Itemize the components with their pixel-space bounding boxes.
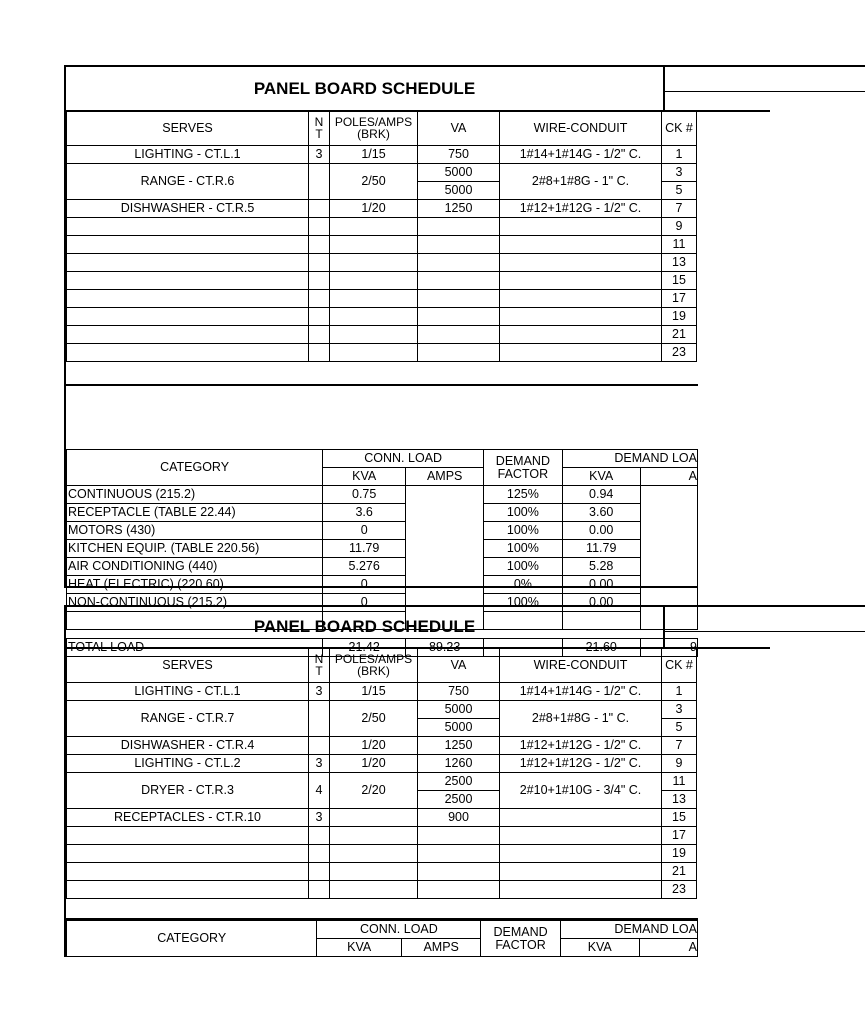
empty-cell <box>418 863 500 881</box>
circuit-ck: 5 <box>662 182 697 200</box>
circuit-nt <box>309 164 330 200</box>
circuit-ck: 9 <box>662 755 697 773</box>
total-amps: 89.23 <box>406 639 484 657</box>
circuit-va: 2500 <box>418 791 500 809</box>
load-kva: 5.276 <box>323 558 406 576</box>
load-kva: 3.6 <box>323 504 406 522</box>
empty-cell <box>330 863 418 881</box>
empty-cell <box>330 218 418 236</box>
circuit-poles <box>330 809 418 827</box>
total-kva: 21.42 <box>323 639 406 657</box>
circuit-ck: 1 <box>662 683 697 701</box>
header-category: CATEGORY <box>67 921 317 957</box>
empty-cell <box>67 254 309 272</box>
circuit-wire: 2#8+1#8G - 1" C. <box>500 701 662 737</box>
circuit-serves: LIGHTING - CT.L.2 <box>67 755 309 773</box>
panel-title: PANEL BOARD SCHEDULE <box>253 617 476 636</box>
circuit-serves: RANGE - CT.R.7 <box>67 701 309 737</box>
empty-cell <box>418 290 500 308</box>
circuit-ck: 11 <box>662 236 697 254</box>
load-demand-kva: 3.60 <box>562 504 640 522</box>
header-wire: WIRE-CONDUIT <box>500 648 662 683</box>
total-demand-kva: 21.60 <box>562 639 640 657</box>
table-row <box>67 921 698 939</box>
load-factor: 0% <box>484 576 562 594</box>
table-row <box>67 773 697 791</box>
empty-cell <box>67 218 309 236</box>
circuit-table <box>66 647 697 899</box>
table-row <box>67 845 697 863</box>
circuit-ck: 13 <box>662 791 697 809</box>
circuit-va: 5000 <box>418 182 500 200</box>
circuit-poles: 1/20 <box>330 737 418 755</box>
circuit-nt: 3 <box>309 146 330 164</box>
table-row <box>67 522 698 540</box>
empty-cell <box>309 881 330 899</box>
table-row <box>67 254 697 272</box>
empty-cell <box>67 827 309 845</box>
circuit-serves: RECEPTACLES - CT.R.10 <box>67 809 309 827</box>
panel-title-bar <box>66 605 770 649</box>
circuit-poles: 2/50 <box>330 701 418 737</box>
circuit-wire: 2#8+1#8G - 1" C. <box>500 164 662 200</box>
circuit-va: 5000 <box>418 164 500 182</box>
header-category: CATEGORY <box>67 450 323 486</box>
circuit-ck: 19 <box>662 845 697 863</box>
empty-cell <box>67 845 309 863</box>
header-demand-line1: DEMAND <box>493 924 548 939</box>
circuit-ck: 9 <box>662 218 697 236</box>
load-kva: 11.79 <box>323 540 406 558</box>
header-poles <box>330 648 418 683</box>
table-row <box>67 701 697 719</box>
header-poles <box>330 111 418 146</box>
empty-cell <box>309 308 330 326</box>
header-ck: CK # <box>662 111 697 146</box>
circuit-poles: 2/20 <box>330 773 418 809</box>
header-demand-kva: KVA <box>560 939 639 957</box>
empty-cell <box>418 254 500 272</box>
load-kva: 0 <box>323 594 406 612</box>
load-factor: 100% <box>484 540 562 558</box>
empty-cell <box>309 290 330 308</box>
load-demand-kva: 0.94 <box>562 486 640 504</box>
empty-cell <box>418 881 500 899</box>
header-demand-factor <box>481 921 560 957</box>
panel-title: PANEL BOARD SCHEDULE <box>253 78 476 98</box>
empty-cell <box>500 863 662 881</box>
empty-cell <box>67 236 309 254</box>
header-nt-n: N <box>314 652 324 666</box>
table-row <box>67 326 697 344</box>
load-demand-kva: 5.28 <box>562 558 640 576</box>
load-kva: 0 <box>323 576 406 594</box>
header-nt <box>309 648 330 683</box>
circuit-nt: 3 <box>309 683 330 701</box>
header-demand-line1: DEMAND <box>495 453 550 468</box>
circuit-nt <box>309 737 330 755</box>
load-factor: 100% <box>484 558 562 576</box>
table-row <box>67 755 697 773</box>
load-table <box>66 920 698 957</box>
load-factor: 125% <box>484 486 562 504</box>
circuit-serves: DISHWASHER - CT.R.4 <box>67 737 309 755</box>
circuit-va: 5000 <box>418 719 500 737</box>
load-factor: 100% <box>484 594 562 612</box>
header-demand-amps: A <box>639 939 697 957</box>
empty-cell <box>418 326 500 344</box>
header-wire: WIRE-CONDUIT <box>500 111 662 146</box>
empty-cell <box>418 236 500 254</box>
header-poles-line1: POLES/AMPS <box>334 652 413 666</box>
table-row <box>67 236 697 254</box>
circuit-poles: 1/15 <box>330 146 418 164</box>
circuit-va: 750 <box>418 683 500 701</box>
empty-cell <box>330 236 418 254</box>
load-category: MOTORS (430) <box>67 522 323 540</box>
circuit-table <box>66 110 697 362</box>
load-demand-kva: 0.00 <box>562 594 640 612</box>
empty-cell <box>500 881 662 899</box>
header-demand-load: DEMAND LOA <box>562 450 697 468</box>
table-row <box>67 486 698 504</box>
load-category: NON-CONTINUOUS (215.2) <box>67 594 323 612</box>
circuit-ck: 7 <box>662 200 697 218</box>
load-kva: 0.75 <box>323 486 406 504</box>
circuit-ck: 21 <box>662 863 697 881</box>
circuit-va: 1250 <box>418 200 500 218</box>
empty-cell <box>309 827 330 845</box>
header-amps: AMPS <box>406 468 484 486</box>
empty-cell <box>309 845 330 863</box>
empty-cell <box>500 272 662 290</box>
circuit-poles: 2/50 <box>330 164 418 200</box>
empty-cell <box>330 290 418 308</box>
table-row <box>67 576 698 594</box>
circuit-serves: LIGHTING - CT.L.1 <box>67 146 309 164</box>
circuit-ck: 21 <box>662 326 697 344</box>
circuit-va: 5000 <box>418 701 500 719</box>
empty-cell <box>418 308 500 326</box>
circuit-wire: 1#12+1#12G - 1/2" C. <box>500 200 662 218</box>
header-nt-t: T <box>315 664 323 678</box>
table-row <box>67 164 697 182</box>
empty-cell <box>500 218 662 236</box>
table-row <box>67 450 698 468</box>
circuit-ck: 15 <box>662 809 697 827</box>
empty-cell <box>418 827 500 845</box>
table-row <box>67 308 697 326</box>
circuit-ck: 17 <box>662 290 697 308</box>
circuit-ck: 3 <box>662 164 697 182</box>
circuit-wire <box>500 809 662 827</box>
load-category: RECEPTACLE (TABLE 22.44) <box>67 504 323 522</box>
circuit-nt <box>309 200 330 218</box>
panel-info-box <box>663 605 865 647</box>
table-row <box>67 344 697 362</box>
empty-cell <box>418 218 500 236</box>
table-row <box>67 737 697 755</box>
table-row <box>67 272 697 290</box>
load-kva: 0 <box>323 522 406 540</box>
circuit-ck: 13 <box>662 254 697 272</box>
circuit-va: 1260 <box>418 755 500 773</box>
header-demand-line2: FACTOR <box>497 466 549 481</box>
table-row <box>67 827 697 845</box>
empty-cell <box>330 326 418 344</box>
load-demand-kva: 0.00 <box>562 522 640 540</box>
header-va: VA <box>418 648 500 683</box>
table-row <box>67 881 697 899</box>
load-category: CONTINUOUS (215.2) <box>67 486 323 504</box>
empty-cell <box>330 881 418 899</box>
circuit-ck: 1 <box>662 146 697 164</box>
table-row <box>67 200 697 218</box>
circuit-va: 1250 <box>418 737 500 755</box>
header-conn-load: CONN. LOAD <box>317 921 481 939</box>
empty-cell <box>67 308 309 326</box>
header-poles-line1: POLES/AMPS <box>334 115 413 129</box>
header-nt-t: T <box>315 127 323 141</box>
circuit-ck: 17 <box>662 827 697 845</box>
empty-cell <box>309 236 330 254</box>
header-nt <box>309 111 330 146</box>
empty-cell <box>330 272 418 290</box>
circuit-wire: 1#14+1#14G - 1/2" C. <box>500 146 662 164</box>
circuit-poles: 1/20 <box>330 755 418 773</box>
circuit-wire: 1#12+1#12G - 1/2" C. <box>500 755 662 773</box>
header-serves: SERVES <box>67 111 309 146</box>
table-row <box>67 504 698 522</box>
total-demand-amps: 9 <box>640 639 697 657</box>
load-factor: 100% <box>484 522 562 540</box>
load-demand-kva: 11.79 <box>562 540 640 558</box>
empty-cell <box>309 344 330 362</box>
circuit-serves: LIGHTING - CT.L.1 <box>67 683 309 701</box>
circuit-wire: 2#10+1#10G - 3/4" C. <box>500 773 662 809</box>
table-row <box>67 290 697 308</box>
header-nt-n: N <box>314 115 324 129</box>
empty-cell <box>67 290 309 308</box>
empty-cell <box>500 290 662 308</box>
header-ck: CK # <box>662 648 697 683</box>
empty-cell <box>330 254 418 272</box>
table-row <box>67 218 697 236</box>
load-factor: 100% <box>484 504 562 522</box>
panel-info-box <box>663 65 865 110</box>
table-row <box>67 146 697 164</box>
empty-cell <box>500 326 662 344</box>
empty-cell <box>309 272 330 290</box>
panel-1 <box>64 65 770 654</box>
circuit-ck: 23 <box>662 344 697 362</box>
load-category: HEAT (ELECTRIC) (220.60) <box>67 576 323 594</box>
empty-cell <box>67 881 309 899</box>
circuit-nt: 4 <box>309 773 330 809</box>
table-row <box>67 863 697 881</box>
empty-cell <box>67 272 309 290</box>
circuit-va: 2500 <box>418 773 500 791</box>
table-row <box>67 540 698 558</box>
circuit-ck: 23 <box>662 881 697 899</box>
header-poles-line2: (BRK) <box>357 664 390 678</box>
circuit-wire: 1#14+1#14G - 1/2" C. <box>500 683 662 701</box>
header-va: VA <box>418 111 500 146</box>
empty-cell <box>418 845 500 863</box>
empty-cell <box>309 254 330 272</box>
empty-cell <box>330 845 418 863</box>
circuit-poles: 1/20 <box>330 200 418 218</box>
empty-cell <box>500 254 662 272</box>
table-row <box>67 111 697 146</box>
circuit-serves: DISHWASHER - CT.R.5 <box>67 200 309 218</box>
circuit-ck: 15 <box>662 272 697 290</box>
empty-cell <box>67 863 309 881</box>
load-category: AIR CONDITIONING (440) <box>67 558 323 576</box>
circuit-ck: 7 <box>662 737 697 755</box>
circuit-va: 750 <box>418 146 500 164</box>
empty-cell <box>500 827 662 845</box>
header-demand-load: DEMAND LOA <box>560 921 697 939</box>
circuit-poles: 1/15 <box>330 683 418 701</box>
header-demand-line2: FACTOR <box>495 937 546 952</box>
empty-cell <box>309 218 330 236</box>
circuit-ck: 3 <box>662 701 697 719</box>
header-conn-load: CONN. LOAD <box>323 450 484 468</box>
empty-cell <box>67 344 309 362</box>
header-amps: AMPS <box>401 939 480 957</box>
empty-cell <box>500 308 662 326</box>
circuit-nt <box>309 701 330 737</box>
panel-2 <box>64 605 770 957</box>
empty-cell <box>500 344 662 362</box>
empty-cell <box>309 863 330 881</box>
empty-cell <box>418 344 500 362</box>
header-poles-line2: (BRK) <box>357 127 390 141</box>
circuit-nt: 3 <box>309 809 330 827</box>
header-serves: SERVES <box>67 648 309 683</box>
header-kva: KVA <box>323 468 406 486</box>
circuit-wire: 1#12+1#12G - 1/2" C. <box>500 737 662 755</box>
header-demand-amps: A <box>640 468 697 486</box>
circuit-serves: DRYER - CT.R.3 <box>67 773 309 809</box>
circuit-ck: 19 <box>662 308 697 326</box>
panel-title-bar <box>66 65 770 112</box>
header-demand-factor <box>484 450 562 486</box>
circuit-nt: 3 <box>309 755 330 773</box>
load-category: KITCHEN EQUIP. (TABLE 220.56) <box>67 540 323 558</box>
circuit-ck: 11 <box>662 773 697 791</box>
empty-cell <box>330 827 418 845</box>
circuit-ck: 5 <box>662 719 697 737</box>
empty-cell <box>330 308 418 326</box>
empty-cell <box>418 272 500 290</box>
empty-cell <box>500 236 662 254</box>
empty-cell <box>500 845 662 863</box>
header-kva: KVA <box>317 939 402 957</box>
empty-cell <box>330 344 418 362</box>
empty-cell <box>67 326 309 344</box>
table-row <box>67 558 698 576</box>
table-row <box>67 648 697 683</box>
header-demand-kva: KVA <box>562 468 640 486</box>
total-label: TOTAL LOAD <box>67 639 323 657</box>
circuit-serves: RANGE - CT.R.6 <box>67 164 309 200</box>
load-demand-kva: 0.00 <box>562 576 640 594</box>
table-row <box>67 683 697 701</box>
empty-cell <box>309 326 330 344</box>
table-row <box>67 809 697 827</box>
circuit-va: 900 <box>418 809 500 827</box>
